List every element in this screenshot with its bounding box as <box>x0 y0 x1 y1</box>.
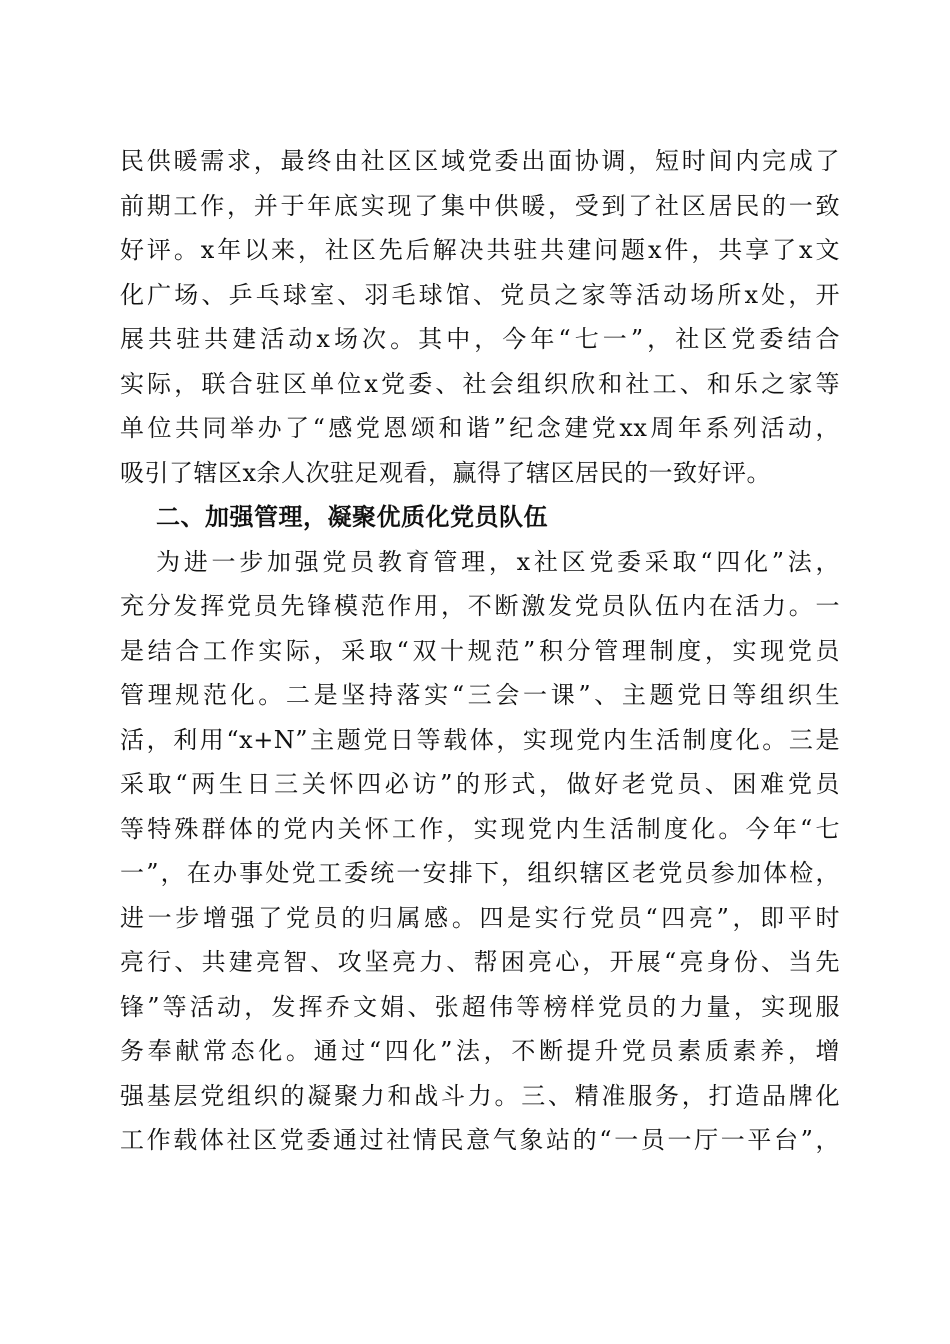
paragraph-line: 民供暖需求，最终由社区区域党委出面协调，短时间内完成了 <box>120 147 840 175</box>
document-body <box>120 139 840 1163</box>
paragraph-line: 实际，联合驻区单位x党委、社会组织欣和社工、和乐之家等 <box>120 369 840 398</box>
paragraph-line: 务奉献常态化。通过“四化”法，不断提升党员素质素养，增 <box>120 1037 840 1065</box>
paragraph-line: 亮行、共建亮智、攻坚亮力、帮困亮心，开展“亮身份、当先 <box>120 948 840 976</box>
paragraph-line: 单位共同举办了“感党恩颂和谐”纪念建党xx周年系列活动， <box>120 414 840 442</box>
paragraph-line: 锋”等活动，发挥乔文娟、张超伟等榜样党员的力量，实现服 <box>120 992 840 1021</box>
paragraph-line: 前期工作，并于年底实现了集中供暖，受到了社区居民的一致 <box>120 191 840 220</box>
paragraph-line: 展共驻共建活动x场次。其中，今年“七一”，社区党委结合 <box>120 325 840 353</box>
paragraph-line: 吸引了辖区x余人次驻足观看，赢得了辖区居民的一致好评。 <box>120 458 772 487</box>
paragraph-line: 等特殊群体的党内关怀工作，实现党内生活制度化。今年“七 <box>120 814 840 843</box>
paragraph-line: 好评。x年以来，社区先后解决共驻共建问题x件，共享了x文 <box>120 236 840 264</box>
section-heading: 二、加强管理，凝聚优质化党员队伍 <box>156 503 548 531</box>
paragraph-line: 一”，在办事处党工委统一安排下，组织辖区老党员参加体检， <box>120 859 840 887</box>
paragraph-2 <box>120 540 840 1163</box>
paragraph-line: 进一步增强了党员的归属感。四是实行党员“四亮”，即平时 <box>120 903 840 932</box>
paragraph-line: 化广场、乒乓球室、羽毛球馆、党员之家等活动场所x处，开 <box>120 280 840 309</box>
paragraph-line: 充分发挥党员先锋模范作用，不断激发党员队伍内在活力。一 <box>120 592 840 620</box>
paragraph-line: 工作载体社区党委通过社情民意气象站的“一员一厅一平台”， <box>120 1126 840 1154</box>
paragraph-line: 活，利用“x+N”主题党日等载体，实现党内生活制度化。三是 <box>120 725 840 754</box>
paragraph-line: 强基层党组织的凝聚力和战斗力。三、精准服务，打造品牌化 <box>120 1081 840 1110</box>
paragraph-line: 为进一步加强党员教育管理，x社区党委采取“四化”法， <box>156 547 840 576</box>
paragraph-line: 是结合工作实际，采取“双十规范”积分管理制度，实现党员 <box>120 636 840 665</box>
paragraph-1 <box>120 139 840 495</box>
paragraph-line: 采取“两生日三关怀四必访”的形式，做好老党员、困难党员 <box>120 770 840 798</box>
paragraph-line: 管理规范化。二是坚持落实“三会一课”、主题党日等组织生 <box>120 681 840 709</box>
